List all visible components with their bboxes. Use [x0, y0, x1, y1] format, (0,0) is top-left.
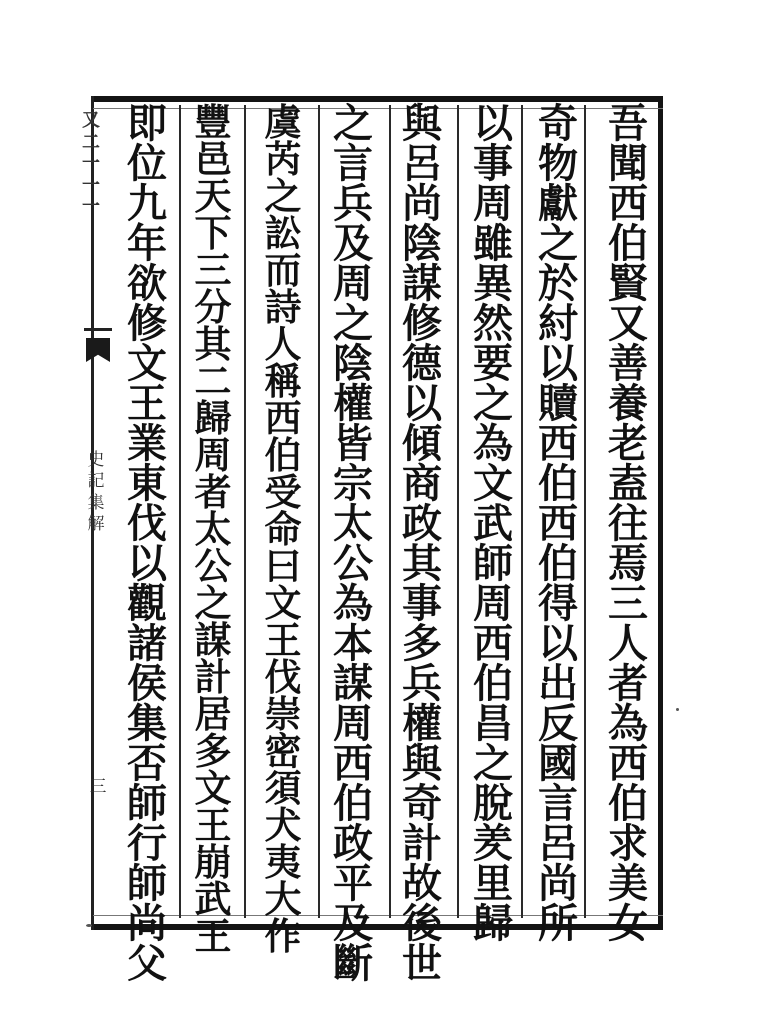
text-char: 多 [402, 620, 442, 667]
text-char: 王 [194, 914, 232, 958]
text-char: 尚 [538, 860, 578, 907]
text-char: 年 [127, 220, 167, 267]
text-char: 文 [264, 581, 302, 625]
text-char: 政 [402, 500, 442, 547]
text-char: 兵 [402, 660, 442, 707]
text-char: 西 [264, 396, 302, 440]
text-char: 伯 [608, 780, 648, 827]
column-separator [521, 105, 523, 918]
text-char: 皆 [333, 420, 373, 467]
text-char: 出 [538, 660, 578, 707]
text-char: 之 [333, 300, 373, 347]
text-char: 文 [127, 340, 167, 387]
text-char: 權 [333, 380, 373, 427]
margin-title-char: 解 [87, 513, 105, 534]
text-char: 修 [127, 300, 167, 347]
text-char: 居 [194, 692, 232, 736]
text-char: 伯 [538, 540, 578, 587]
text-char: 求 [608, 820, 648, 867]
text-char: 然 [473, 300, 513, 347]
text-char: 王 [264, 618, 302, 662]
column-separator [179, 105, 181, 918]
text-char: 欲 [127, 260, 167, 307]
text-char: 業 [127, 420, 167, 467]
text-char: 贖 [538, 380, 578, 427]
text-char: 昌 [473, 700, 513, 747]
text-char: 九 [127, 180, 167, 227]
text-char: 伐 [264, 655, 302, 699]
text-char: 作 [264, 914, 302, 958]
text-char: 尚 [127, 900, 167, 947]
text-char: 後 [402, 900, 442, 947]
column-separator [457, 105, 459, 918]
text-char: 西 [608, 740, 648, 787]
text-char: 公 [333, 540, 373, 587]
text-char: 師 [127, 860, 167, 907]
text-char: 脫 [473, 780, 513, 827]
text-char: 物 [538, 140, 578, 187]
text-char: 下 [194, 211, 232, 255]
text-char: 羑 [473, 820, 513, 867]
text-char: 宗 [333, 460, 373, 507]
text-char: 曰 [264, 544, 302, 588]
text-column-3 [468, 100, 518, 947]
text-char: 西 [608, 180, 648, 227]
text-char: 計 [402, 820, 442, 867]
text-char: 呂 [538, 820, 578, 867]
text-char: 周 [473, 180, 513, 227]
text-char: 計 [194, 655, 232, 699]
text-char: 多 [194, 729, 232, 773]
text-char: 反 [538, 700, 578, 747]
text-char: 觀 [127, 580, 167, 627]
text-char: 之 [194, 581, 232, 625]
text-char: 否 [127, 740, 167, 787]
text-char: 吾 [608, 100, 648, 147]
text-column-8 [122, 100, 172, 987]
text-char: 本 [333, 620, 373, 667]
ink-speck [86, 924, 92, 927]
text-char: 稱 [264, 359, 302, 403]
text-char: 異 [473, 260, 513, 307]
text-char: 師 [473, 540, 513, 587]
text-char: 伯 [333, 780, 373, 827]
text-char: 謀 [402, 260, 442, 307]
text-char: 太 [194, 507, 232, 551]
text-char: 西 [538, 500, 578, 547]
text-char: 二 [194, 359, 232, 403]
text-char: 以 [538, 340, 578, 387]
text-char: 政 [333, 820, 373, 867]
text-char: 謀 [333, 660, 373, 707]
text-char: 人 [608, 620, 648, 667]
text-char: 位 [127, 140, 167, 187]
text-char: 命 [264, 507, 302, 551]
text-char: 諸 [127, 620, 167, 667]
text-char: 聞 [608, 140, 648, 187]
text-char: 要 [473, 340, 513, 387]
text-char: 伯 [538, 460, 578, 507]
text-char: 伯 [473, 660, 513, 707]
text-char: 歸 [473, 900, 513, 947]
margin-mark: 又 [82, 110, 100, 131]
text-char: 養 [608, 380, 648, 427]
column-separator [389, 105, 391, 918]
text-char: 者 [608, 660, 648, 707]
text-char: 世 [402, 940, 442, 987]
text-char: 國 [538, 740, 578, 787]
text-column-7 [188, 100, 238, 958]
text-char: 太 [333, 500, 373, 547]
text-char: 賢 [608, 260, 648, 307]
text-char: 言 [538, 780, 578, 827]
text-char: 邑 [194, 137, 232, 181]
margin-mark: 一 [82, 196, 100, 218]
text-char: 西 [473, 620, 513, 667]
text-char: 以 [538, 620, 578, 667]
text-char: 西 [333, 740, 373, 787]
text-char: 又 [608, 300, 648, 347]
text-char: 其 [194, 322, 232, 366]
text-char: 人 [264, 322, 302, 366]
text-char: 紂 [538, 300, 578, 347]
text-char: 於 [538, 260, 578, 307]
text-char: 美 [608, 860, 648, 907]
text-char: 豐 [194, 100, 232, 144]
text-char: 事 [473, 140, 513, 187]
margin-page-number: 三 [89, 777, 107, 797]
text-char: 為 [608, 700, 648, 747]
text-char: 所 [538, 900, 578, 947]
text-char: 者 [194, 470, 232, 514]
text-char: 伐 [127, 500, 167, 547]
text-char: 師 [127, 780, 167, 827]
text-char: 謀 [194, 618, 232, 662]
text-char: 大 [264, 877, 302, 921]
text-char: 行 [127, 820, 167, 867]
text-char: 陰 [402, 220, 442, 267]
text-char: 公 [194, 544, 232, 588]
text-char: 斷 [333, 940, 373, 987]
margin-top-marks [80, 110, 102, 218]
text-column-5 [328, 100, 378, 987]
text-char: 東 [127, 460, 167, 507]
text-char: 故 [402, 860, 442, 907]
text-char: 即 [127, 100, 167, 147]
text-char: 事 [402, 580, 442, 627]
ink-speck [676, 708, 679, 711]
text-char: 獻 [538, 180, 578, 227]
text-char: 權 [402, 700, 442, 747]
margin-title-char: 集 [87, 492, 105, 513]
margin-title-char: 記 [87, 471, 105, 492]
text-char: 焉 [608, 540, 648, 587]
text-char: 往 [608, 500, 648, 547]
text-char: 侯 [127, 660, 167, 707]
text-char: 密 [264, 729, 302, 773]
text-char: 言 [333, 140, 373, 187]
text-char: 以 [473, 100, 513, 147]
text-char: 陰 [333, 340, 373, 387]
text-char: 須 [264, 766, 302, 810]
text-char: 之 [473, 380, 513, 427]
text-char: 之 [538, 220, 578, 267]
text-char: 傾 [402, 420, 442, 467]
margin-title-char: 史 [87, 450, 105, 470]
text-char: 尚 [402, 180, 442, 227]
text-char: 武 [194, 877, 232, 921]
text-char: 奇 [402, 780, 442, 827]
text-char: 修 [402, 300, 442, 347]
text-char: 虞 [264, 100, 302, 144]
text-char: 歸 [194, 396, 232, 440]
text-char: 為 [473, 420, 513, 467]
text-char: 武 [473, 500, 513, 547]
text-char: 之 [473, 740, 513, 787]
column-separator [244, 105, 246, 918]
text-char: 其 [402, 540, 442, 587]
text-char: 兵 [333, 180, 373, 227]
text-char: 盍 [608, 460, 648, 507]
text-char: 受 [264, 470, 302, 514]
text-column-2 [533, 100, 583, 947]
text-char: 呂 [402, 140, 442, 187]
text-char: 文 [473, 460, 513, 507]
column-separator [584, 105, 586, 918]
text-char: 芮 [264, 137, 302, 181]
text-char: 及 [333, 220, 373, 267]
text-char: 老 [608, 420, 648, 467]
margin-mark: 一 [82, 174, 100, 196]
column-separator [318, 105, 320, 918]
text-char: 善 [608, 340, 648, 387]
text-char: 以 [402, 380, 442, 427]
text-char: 天 [194, 174, 232, 218]
margin-book-title [86, 450, 106, 535]
text-char: 三 [608, 580, 648, 627]
text-char: 與 [402, 100, 442, 147]
text-char: 伯 [264, 433, 302, 477]
text-char: 三 [194, 248, 232, 292]
text-char: 崇 [264, 692, 302, 736]
text-char: 與 [402, 740, 442, 787]
text-char: 奇 [538, 100, 578, 147]
text-char: 王 [194, 803, 232, 847]
text-char: 德 [402, 340, 442, 387]
text-char: 為 [333, 580, 373, 627]
text-char: 父 [127, 940, 167, 987]
text-char: 女 [608, 900, 648, 947]
text-char: 分 [194, 285, 232, 329]
text-char: 文 [194, 766, 232, 810]
text-char: 得 [538, 580, 578, 627]
text-char: 平 [333, 860, 373, 907]
text-char: 王 [127, 380, 167, 427]
text-char: 伯 [608, 220, 648, 267]
text-char: 里 [473, 860, 513, 907]
text-char: 周 [333, 700, 373, 747]
text-char: 雖 [473, 220, 513, 267]
text-char: 之 [333, 100, 373, 147]
text-char: 周 [194, 433, 232, 477]
margin-mark: 二 [82, 131, 100, 153]
fish-tail-rule [84, 328, 112, 331]
margin-mark: 一 [82, 153, 100, 175]
text-char: 以 [127, 540, 167, 587]
text-char: 而 [264, 248, 302, 292]
text-char: 商 [402, 460, 442, 507]
text-char: 集 [127, 700, 167, 747]
text-column-4 [397, 100, 447, 987]
text-column-1 [603, 100, 653, 947]
text-char: 周 [333, 260, 373, 307]
text-column-6 [258, 100, 308, 958]
text-char: 崩 [194, 840, 232, 884]
text-char: 周 [473, 580, 513, 627]
text-char: 及 [333, 900, 373, 947]
text-char: 犬 [264, 803, 302, 847]
text-char: 之 [264, 174, 302, 218]
text-char: 詩 [264, 285, 302, 329]
text-char: 訟 [264, 211, 302, 255]
text-char: 西 [538, 420, 578, 467]
text-char: 夷 [264, 840, 302, 884]
